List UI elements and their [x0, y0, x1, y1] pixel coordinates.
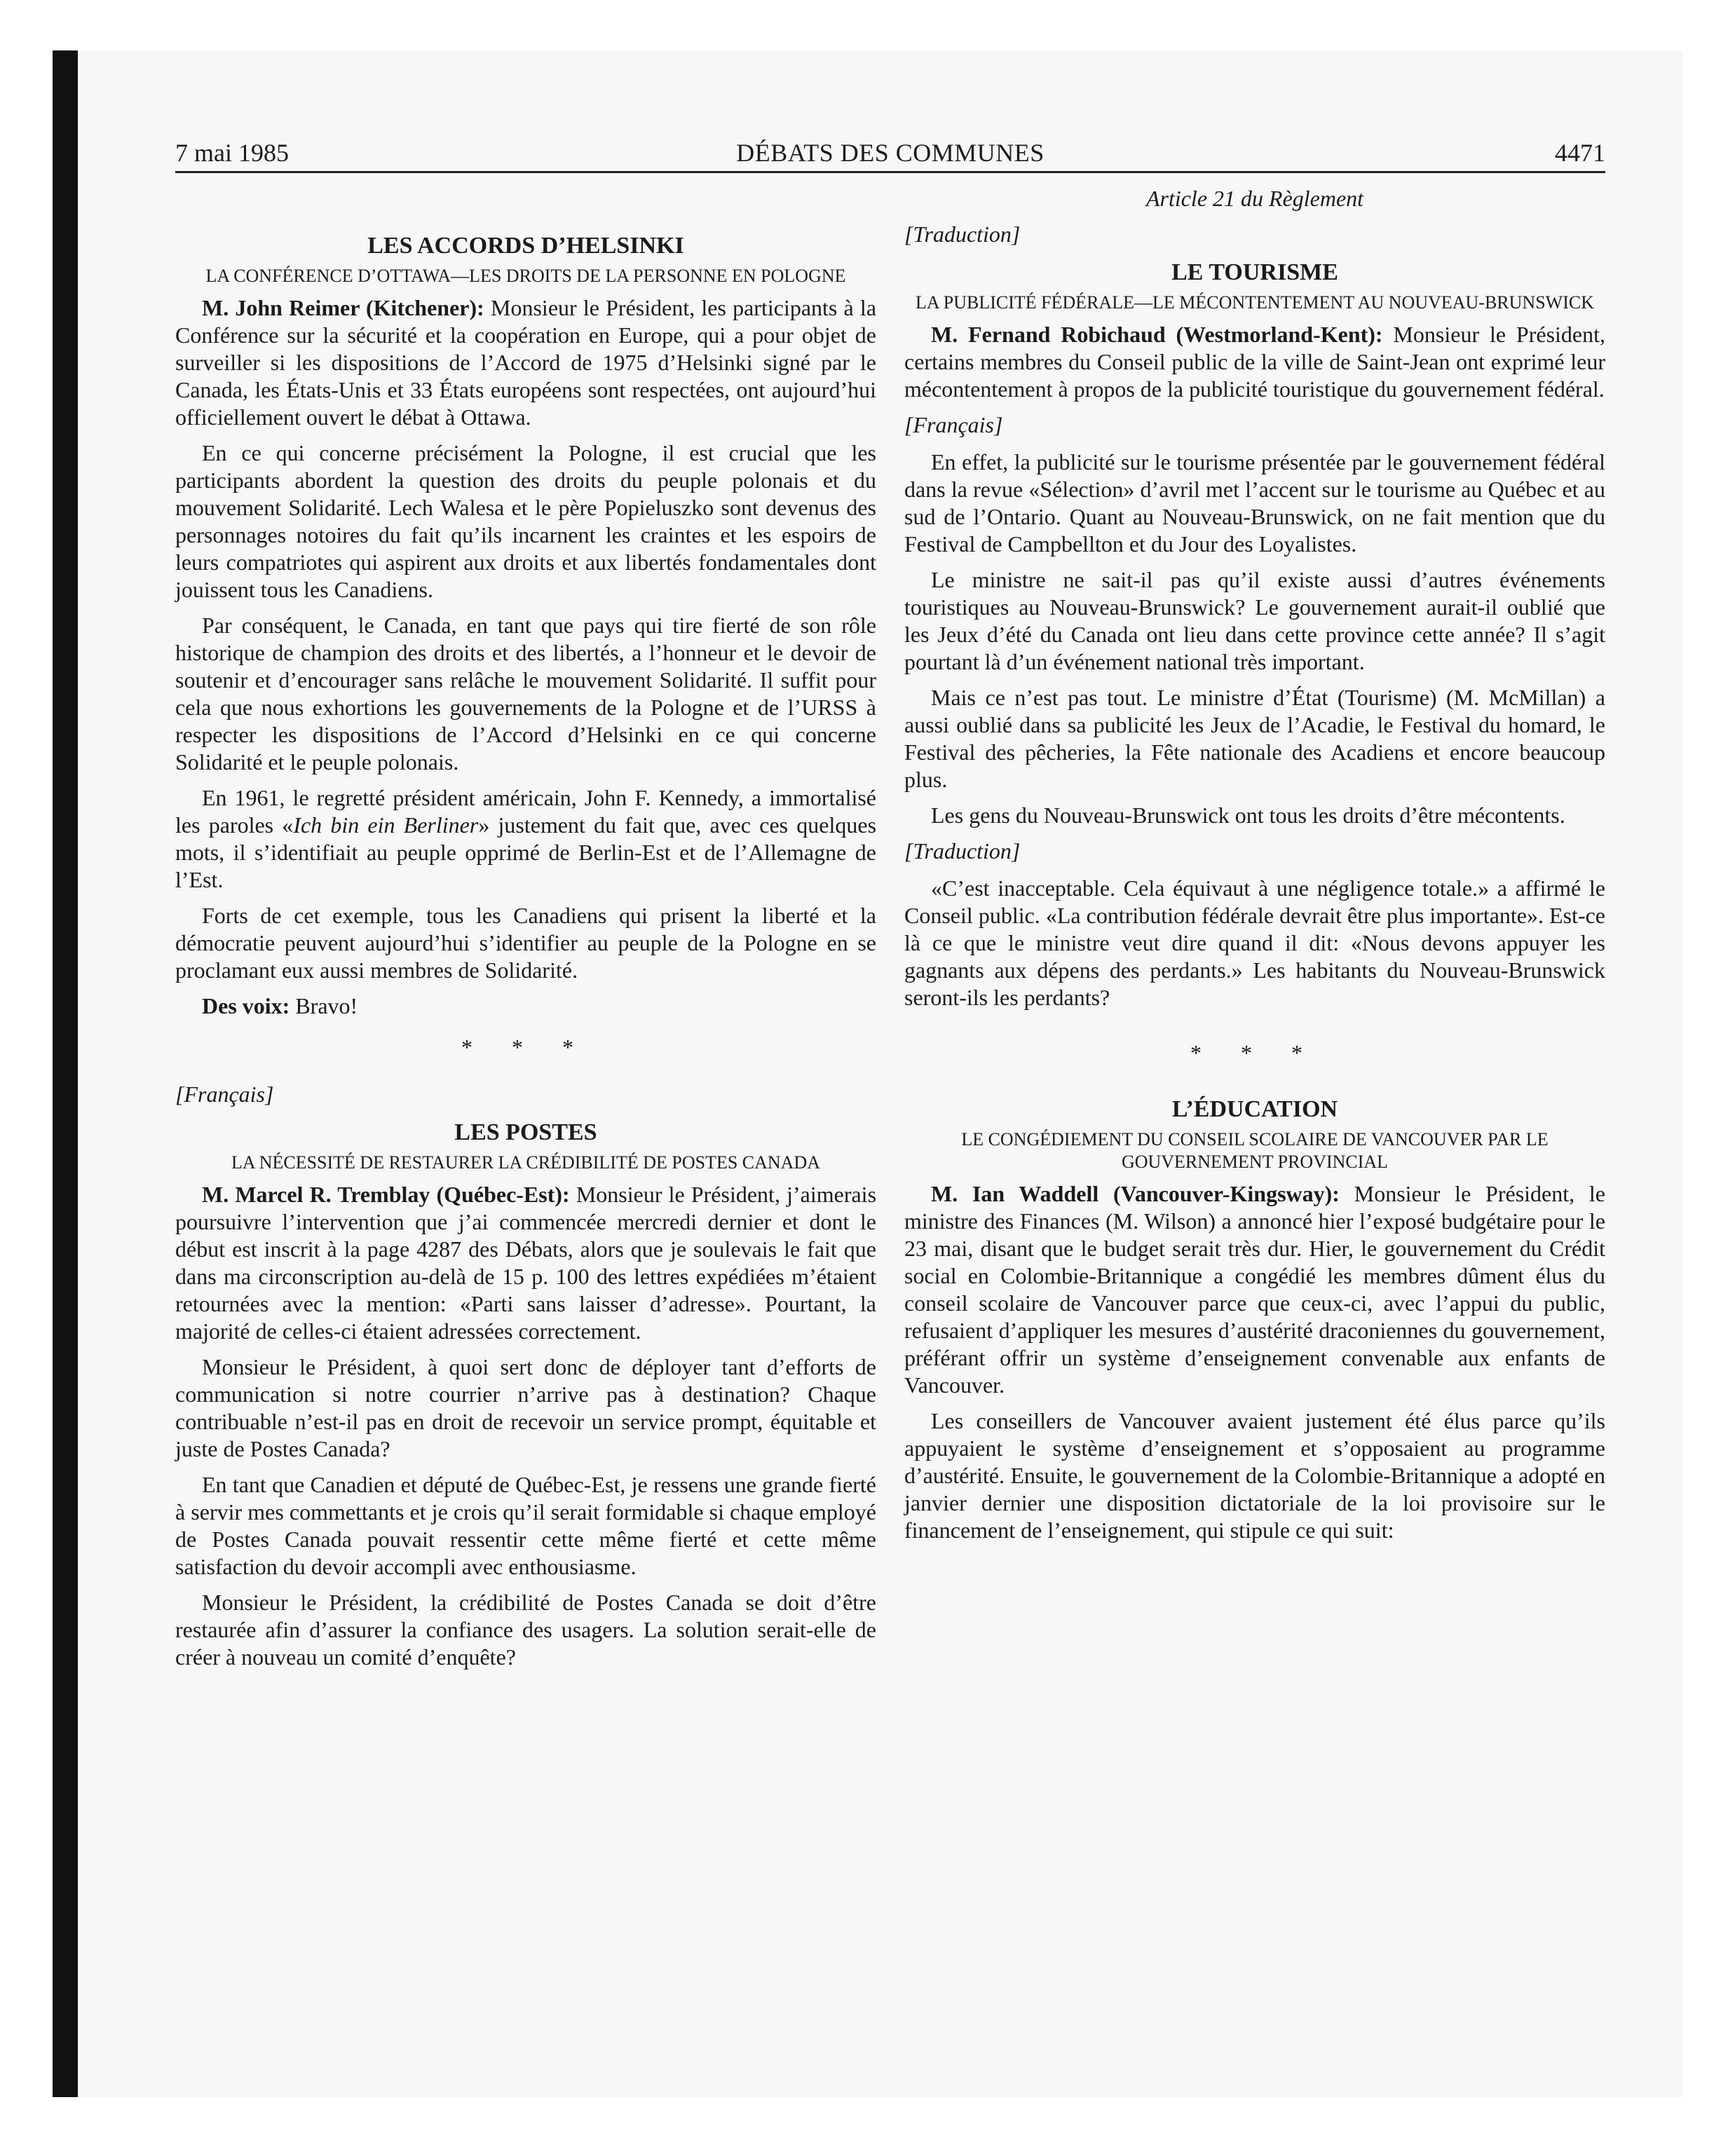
paragraph: En ce qui concerne précisément la Pologne, il est crucial que les participants abordent la question des droits du peuple polonais et du mouvement Solidarité. Lech Walesa et le père Popieluszko sont devenus des personnages notoires du fait qu’ils incarnent les craintes et les espoirs de leurs compatriotes qui aspirent aux droits et aux libertés fondamentales dont jouissent tous les Canadiens.	[175, 440, 876, 602]
section-subtitle-postes: LA NÉCESSITÉ DE RESTAURER LA CRÉDIBILITÉ DE POSTES CANADA	[231, 1152, 821, 1173]
paragraph: Le ministre ne sait-il pas qu’il existe aussi d’autres événements touristiques au Nouveau-Brunswick? Le gouvernement aurait-il oublié que les Jeux d’été du Canada ont lieu dans cette province cette année? Il s’agit pourtant là d’un événement national très important.	[904, 567, 1605, 674]
paragraph: M. Marcel R. Tremblay (Québec-Est): Monsieur le Président, j’aimerais poursuivre l’intervention que j’ai commencée mercredi dernier et dont le début est inscrit à la page 4287 des Débats, alors que je soulevais le fait que dans ma circonscription au-delà de 15 p. 100 des lettres expédiées m’étaient retournées avec la mention: «Parti sans laisser d’adresse». Pourtant, la majorité de celles-ci étaient adressées correctement.	[175, 1182, 877, 1344]
speaker-name: M. Ian Waddell (Vancouver-Kingsway):	[931, 1181, 1340, 1206]
paragraph: En effet, la publicité sur le tourisme présentée par le gouvernement fédéral dans la revue «Sélection» d’avril met l’accent sur le tourisme au Québec et au sud de l’Ontario. Quant au Nouveau-Brunswick, on ne fait mention que du Festival de Campbellton et du Jour des Loyalistes.	[904, 449, 1605, 557]
paragraph: Mais ce n’est pas tout. Le ministre d’État (Tourisme) (M. McMillan) a aussi oublié dans sa publicité les Jeux de l’Acadie, le Festival du homard, le Festival des pêcheries, la Fête nationale des Acadiens et encore beaucoup plus.	[904, 685, 1605, 792]
article-reference: Article 21 du Règlement	[1145, 186, 1364, 211]
left-column	[175, 185, 876, 1679]
speaker-name: M. Fernand Robichaud (Westmorland-Kent):	[931, 322, 1383, 347]
section-title-postes: LES POSTES	[454, 1119, 597, 1145]
paragraph: Monsieur le Président, la crédibilité de Postes Canada se doit d’être restaurée afin d’assurer la confiance des usagers. La solution serait-elle de créer à nouveau un comité d’enquête?	[175, 1590, 876, 1670]
paragraph: En 1961, le regretté président américain, John F. Kennedy, a immortalisé les paroles «Ich bin ein Berliner» justement du fait que, avec ces quelques mots, il s’identifiait au peuple opprimé de Berlin-Est et de l’Allemagne de l’Est.	[175, 785, 877, 892]
paragraph: M. Fernand Robichaud (Westmorland-Kent): Monsieur le Président, certains membres du Conseil public de la ville de Saint-Jean ont exprimé leur mécontentement à propos de la publicité touristique du gouvernement fédéral.	[904, 322, 1605, 402]
paragraph: Des voix: Bravo!	[202, 993, 358, 1018]
right-column	[904, 185, 1605, 1553]
quote-italic: Ich bin ein Berliner	[293, 812, 479, 838]
language-tag: [Traduction]	[904, 838, 1021, 864]
scan-edge-bar	[53, 50, 78, 2097]
speaker-name: Des voix:	[202, 993, 290, 1018]
header-date: 7 mai 1985	[175, 139, 289, 167]
paragraph: Les conseillers de Vancouver avaient justement été élus parce qu’ils appuyaient le système d’enseignement et s’opposaient au programme d’austérité. Ensuite, le gouvernement de la Colombie-Britannique a adopté en janvier dernier une disposition dictatoriale de la loi provisoire sur le financement de l’enseignement, qui stipule ce qui suit:	[904, 1408, 1605, 1543]
page-header	[175, 135, 1605, 173]
speaker-name: M. Marcel R. Tremblay (Québec-Est):	[202, 1182, 570, 1207]
section-subtitle-education: LE CONGÉDIEMENT DU CONSEIL SCOLAIRE DE VANCOUVER PAR LE GOUVERNEMENT PROVINCIAL	[961, 1129, 1549, 1172]
section-separator: * * *	[1190, 1040, 1319, 1065]
section-title-tourisme: LE TOURISME	[1171, 259, 1338, 285]
paragraph: Les gens du Nouveau-Brunswick ont tous les droits d’être mécontents.	[931, 803, 1565, 828]
section-subtitle-tourisme: LA PUBLICITÉ FÉDÉRALE—LE MÉCONTENTEMENT AU NOUVEAU-BRUNSWICK	[916, 292, 1594, 313]
header-page-number: 4471	[1555, 139, 1605, 167]
paragraph: Forts de cet exemple, tous les Canadiens qui prisent la liberté et la démocratie peuvent aujourd’hui s’identifier au peuple de la Pologne en se proclamant eux aussi membres de Solidarité.	[175, 903, 876, 983]
language-tag: [Français]	[175, 1082, 274, 1107]
paragraph: «C’est inacceptable. Cela équivaut à une négligence totale.» a affirmé le Conseil public. «La contribution fédérale devrait être plus importante». Est-ce là ce que le ministre veut dire quand il dit: «Nous devons appuyer les gagnants aux dépens des perdants.» Les habitants du Nouveau-Brunswick seront-ils les perdants?	[904, 875, 1605, 1010]
section-title-education: L’ÉDUCATION	[1171, 1096, 1338, 1122]
language-tag: [Français]	[904, 412, 1003, 437]
paragraph: Monsieur le Président, à quoi sert donc de déployer tant d’efforts de communication si notre courrier n’arrive pas à destination? Chaque contribuable n’est-il pas en droit de recevoir un service prompt, équitable et juste de Postes Canada?	[175, 1354, 876, 1461]
section-separator: * * *	[461, 1035, 590, 1060]
paragraph: Par conséquent, le Canada, en tant que pays qui tire fierté de son rôle historique de champion des droits et des libertés, a l’honneur et le devoir de soutenir et d’encourager sans relâche le mouvement Solidarité. Il suffit pour cela que nous exhortions les gouvernements de la Pologne et de l’URSS à respecter les dispositions de l’Accord d’Helsinki en ce qui concerne Solidarité et le peuple polonais.	[175, 613, 876, 775]
paragraph: M. John Reimer (Kitchener): Monsieur le Président, les participants à la Conférence sur la sécurité et la coopération en Europe, qui a pour objet de surveiller si les dispositions de l’Accord de 1975 d’Helsinki signé par le Canada, les États-Unis et 33 États européens sont respectées, ont aujourd’hui officiellement ouvert le débat à Ottawa.	[175, 295, 877, 430]
paragraph: M. Ian Waddell (Vancouver-Kingsway): Monsieur le Président, le ministre des Finances (M. Wilson) a annoncé hier l’exposé budgétaire pour le 23 mai, disant que le budget serait très dur. Hier, le gouvernement du Crédit social en Colombie-Britannique a congédié les membres dûment élus du conseil scolaire de Vancouver parce que ceux-ci, avec l’appui du public, refusaient d’appliquer les mesures d’austérité draconiennes du gouvernement, préférant offrir un système d’enseignement convenable aux enfants de Vancouver.	[904, 1181, 1606, 1398]
language-tag: [Traduction]	[904, 221, 1021, 247]
header-title: DÉBATS DES COMMUNES	[736, 139, 1045, 167]
section-subtitle-helsinki: LA CONFÉRENCE D’OTTAWA—LES DROITS DE LA PERSONNE EN POLOGNE	[205, 266, 846, 286]
paragraph: En tant que Canadien et député de Québec-Est, je ressens une grande fierté à servir mes commettants et je crois qu’il serait formidable si chaque employé de Postes Canada pouvait ressentir cette même fierté et cette même satisfaction du devoir accompli avec enthousiasme.	[175, 1472, 876, 1579]
speaker-name: M. John Reimer (Kitchener):	[202, 295, 484, 320]
section-title-helsinki: LES ACCORDS D’HELSINKI	[367, 233, 684, 259]
